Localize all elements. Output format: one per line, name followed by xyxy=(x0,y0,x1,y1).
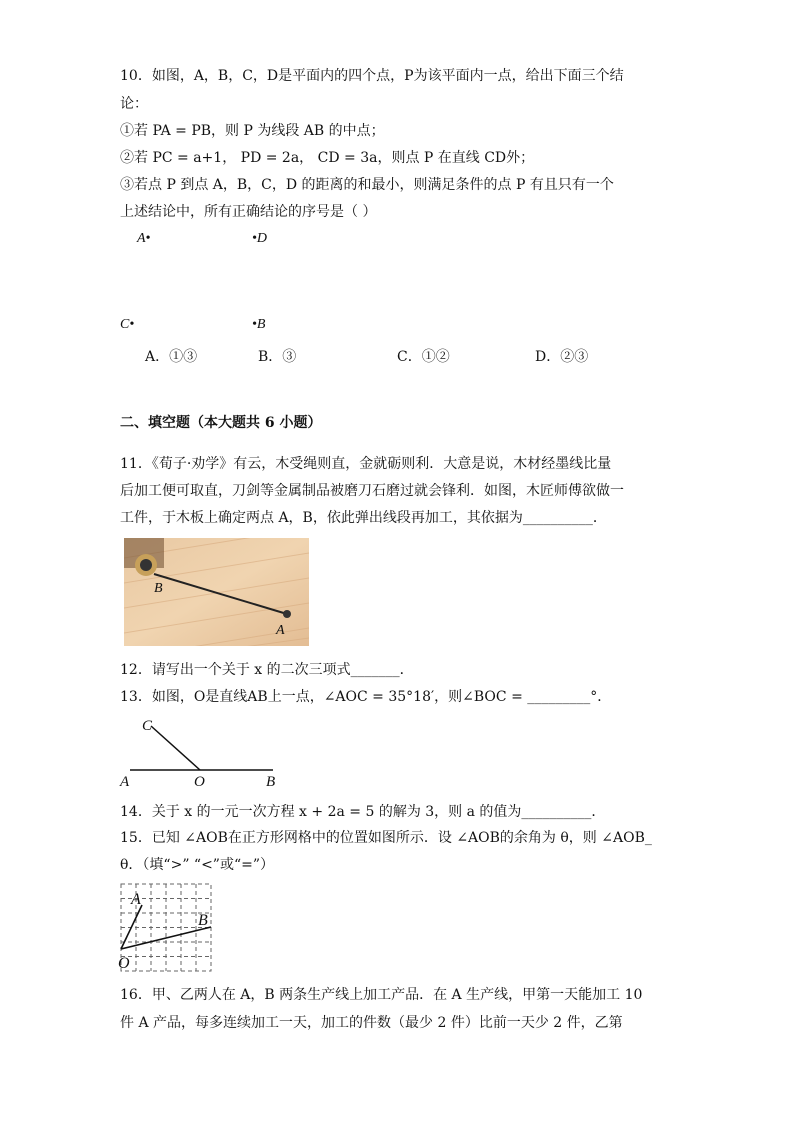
q10-statement-2: ②若 PC = a+1， PD = 2a， CD = 3a，则点 P 在直线 CD外； xyxy=(120,150,535,166)
section-title: 二、填空题（本大题共 6 小题） xyxy=(120,415,322,431)
option-a: A．①③ xyxy=(145,349,198,365)
grid-label-O: O xyxy=(118,955,130,972)
label-A: A xyxy=(120,774,130,790)
q12-line-1: 12．请写出一个关于 x 的二次三项式_______． xyxy=(120,662,414,678)
q11-line-3: 工件，于木板上确定两点 A，B，依此弹出线段再加工，其依据为__________． xyxy=(120,510,607,526)
q11-line-2: 后加工便可取直，刀剑等金属制品被磨刀石磨过就会锋利．如图，木匠师傅欲做一 xyxy=(120,483,624,499)
q10-statement-1: ①若 PA = PB，则 P 为线段 AB 的中点； xyxy=(120,123,385,139)
label-O: O xyxy=(194,774,205,790)
q10-statement-3: ③若点 P 到点 A，B，C，D 的距离的和最小，则满足条件的点 P 有且只有一个 xyxy=(120,177,614,193)
q13-line-1: 13．如图，O是直线AB上一点，∠AOC = 35°18′，则∠BOC = _________°． xyxy=(120,689,612,705)
option-c: C．①② xyxy=(397,349,450,365)
q10-question: 上述结论中，所有正确结论的序号是（ ） xyxy=(120,204,377,220)
q16-line-1: 16．甲、乙两人在 A，B 两条生产线上加工产品．在 A 生产线，甲第一天能加工 10 xyxy=(120,987,643,1003)
grid-label-B: B xyxy=(198,912,208,929)
point-B-label: •B xyxy=(252,317,266,332)
point-C-label: C• xyxy=(120,317,135,332)
angle-aoc-figure xyxy=(118,712,288,790)
label-C: C xyxy=(142,718,153,734)
grid-label-A: A xyxy=(131,891,141,908)
q15-line-1: 15．已知 ∠AOB在正方形网格中的位置如图所示．设 ∠AOB的余角为 θ，则 ∠AOB_ xyxy=(120,830,652,846)
point-A-label: A• xyxy=(137,231,151,246)
option-b: B．③ xyxy=(258,349,297,365)
label-B: B xyxy=(266,774,276,790)
square-grid-figure xyxy=(112,880,217,975)
wood-board-photo xyxy=(124,538,309,646)
q10-line-1: 10．如图，A，B，C，D是平面内的四个点，P为该平面内一点，给出下面三个结 xyxy=(120,68,624,84)
q16-line-2: 件 A 产品，每多连续加工一天，加工的件数（最少 2 件）比前一天少 2 件，乙第 xyxy=(120,1015,623,1031)
q11-line-1: 11．《荀子·劝学》有云，木受绳则直，金就砺则利．大意是说，木材经墨线比量 xyxy=(120,456,612,472)
point-D-label: •D xyxy=(252,231,268,246)
option-d: D．②③ xyxy=(535,349,589,365)
q14-line-1: 14．关于 x 的一元一次方程 x + 2a = 5 的解为 3，则 a 的值为__________． xyxy=(120,804,606,820)
q10-line-2: 论： xyxy=(120,96,148,112)
q15-line-2: θ．（填“>” “<”或“=”） xyxy=(120,857,275,873)
photo-label-B: B xyxy=(154,581,163,596)
photo-label-A: A xyxy=(276,623,285,638)
